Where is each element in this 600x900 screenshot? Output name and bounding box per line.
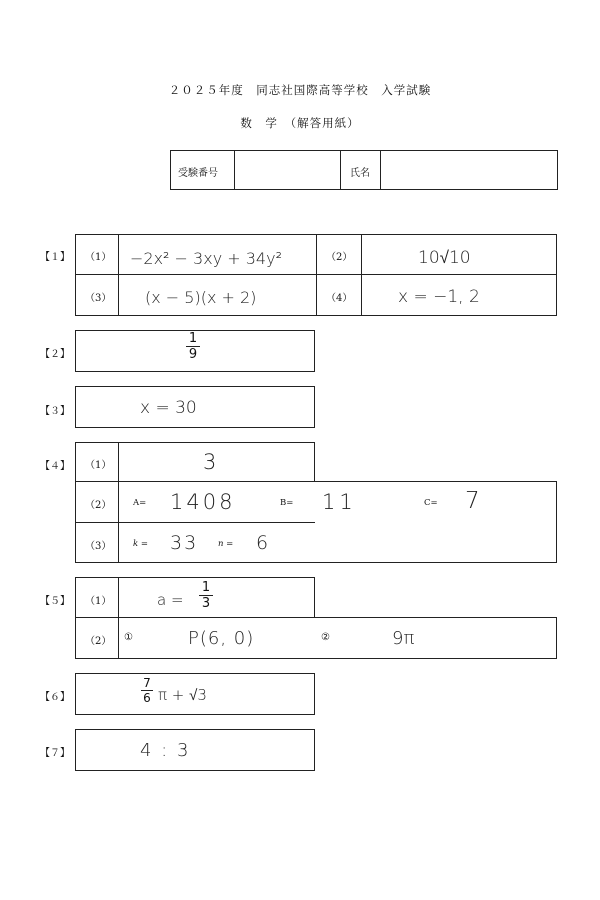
q4-p1-label: （1） [85, 460, 112, 471]
q6-numerator: 7 [143, 676, 151, 690]
q4-c-label: C= [424, 498, 438, 508]
q5-p1-prefix: a = [157, 591, 184, 609]
q2-denominator: 9 [188, 347, 198, 362]
q5-row2-box [75, 617, 557, 659]
q5-p1-denominator: 3 [201, 596, 211, 611]
sheet-subtitle: 数 学 （解答用紙） [240, 116, 360, 130]
q4-k-label: k = [133, 539, 148, 549]
q4-label: 【４】 [40, 461, 70, 472]
q2-label: 【２】 [40, 349, 70, 360]
name-label: 氏名 [350, 168, 370, 179]
q5-c1-label: ① [124, 632, 133, 643]
q7-label: 【７】 [40, 748, 70, 759]
q5-c2-value: 9π [392, 628, 415, 649]
q1-p2-label: （2） [326, 252, 353, 263]
q3-answer: x = 30 [140, 398, 197, 418]
q1-p3-answer: (x − 5)(x + 2) [145, 288, 257, 307]
q1-p4-label: （4） [326, 293, 353, 304]
q5-p1-fraction [199, 581, 213, 610]
q4-k-value: 33 [170, 532, 199, 554]
q1-label: 【１】 [40, 252, 70, 263]
q7-box [75, 729, 315, 771]
q7-answer: 4 : 3 [140, 740, 191, 761]
q1-p2-answer: 10√10 [418, 248, 471, 268]
q5-p1-label: （1） [85, 596, 112, 607]
q2-numerator: 1 [188, 331, 198, 346]
exam-number-label: 受験番号 [178, 168, 218, 179]
exam-title: ２０２５年度 同志社国際高等学校 入学試験 [168, 83, 432, 97]
q6-fraction [141, 677, 153, 704]
q1-p4-answer: x = −1, 2 [398, 287, 480, 307]
q4-c-value: 7 [465, 488, 480, 514]
q5-c1-value: P(6, 0) [188, 628, 255, 649]
q4-p3-label: （3） [85, 541, 112, 552]
q1-p1-answer: −2x² − 3xy + 34y² [130, 249, 282, 268]
q6-rest: π + √3 [158, 686, 207, 704]
q3-label: 【３】 [40, 406, 70, 417]
q2-answer-fraction [186, 332, 200, 361]
q4-p1-answer: 3 [203, 450, 217, 474]
q4-b-value: 11 [322, 490, 357, 514]
q4-a-label: A= [133, 498, 147, 508]
q4-n-value: 6 [256, 532, 269, 554]
q4-p2-label: （2） [85, 500, 112, 511]
q5-p1-numerator: 1 [201, 580, 211, 595]
q6-label: 【６】 [40, 692, 70, 703]
q4-a-value: 1408 [170, 490, 236, 514]
q5-label: 【５】 [40, 596, 70, 607]
q4-n-label: n = [218, 539, 234, 549]
q5-c2-label: ② [321, 632, 330, 643]
exam-number-field[interactable] [236, 152, 338, 188]
q1-p1-label: （1） [85, 252, 112, 263]
q4-b-label: B= [280, 498, 294, 508]
q6-denominator: 6 [143, 691, 151, 705]
q1-p3-label: （3） [85, 293, 112, 304]
q5-p2-label: （2） [85, 636, 112, 647]
name-field[interactable] [382, 152, 556, 188]
